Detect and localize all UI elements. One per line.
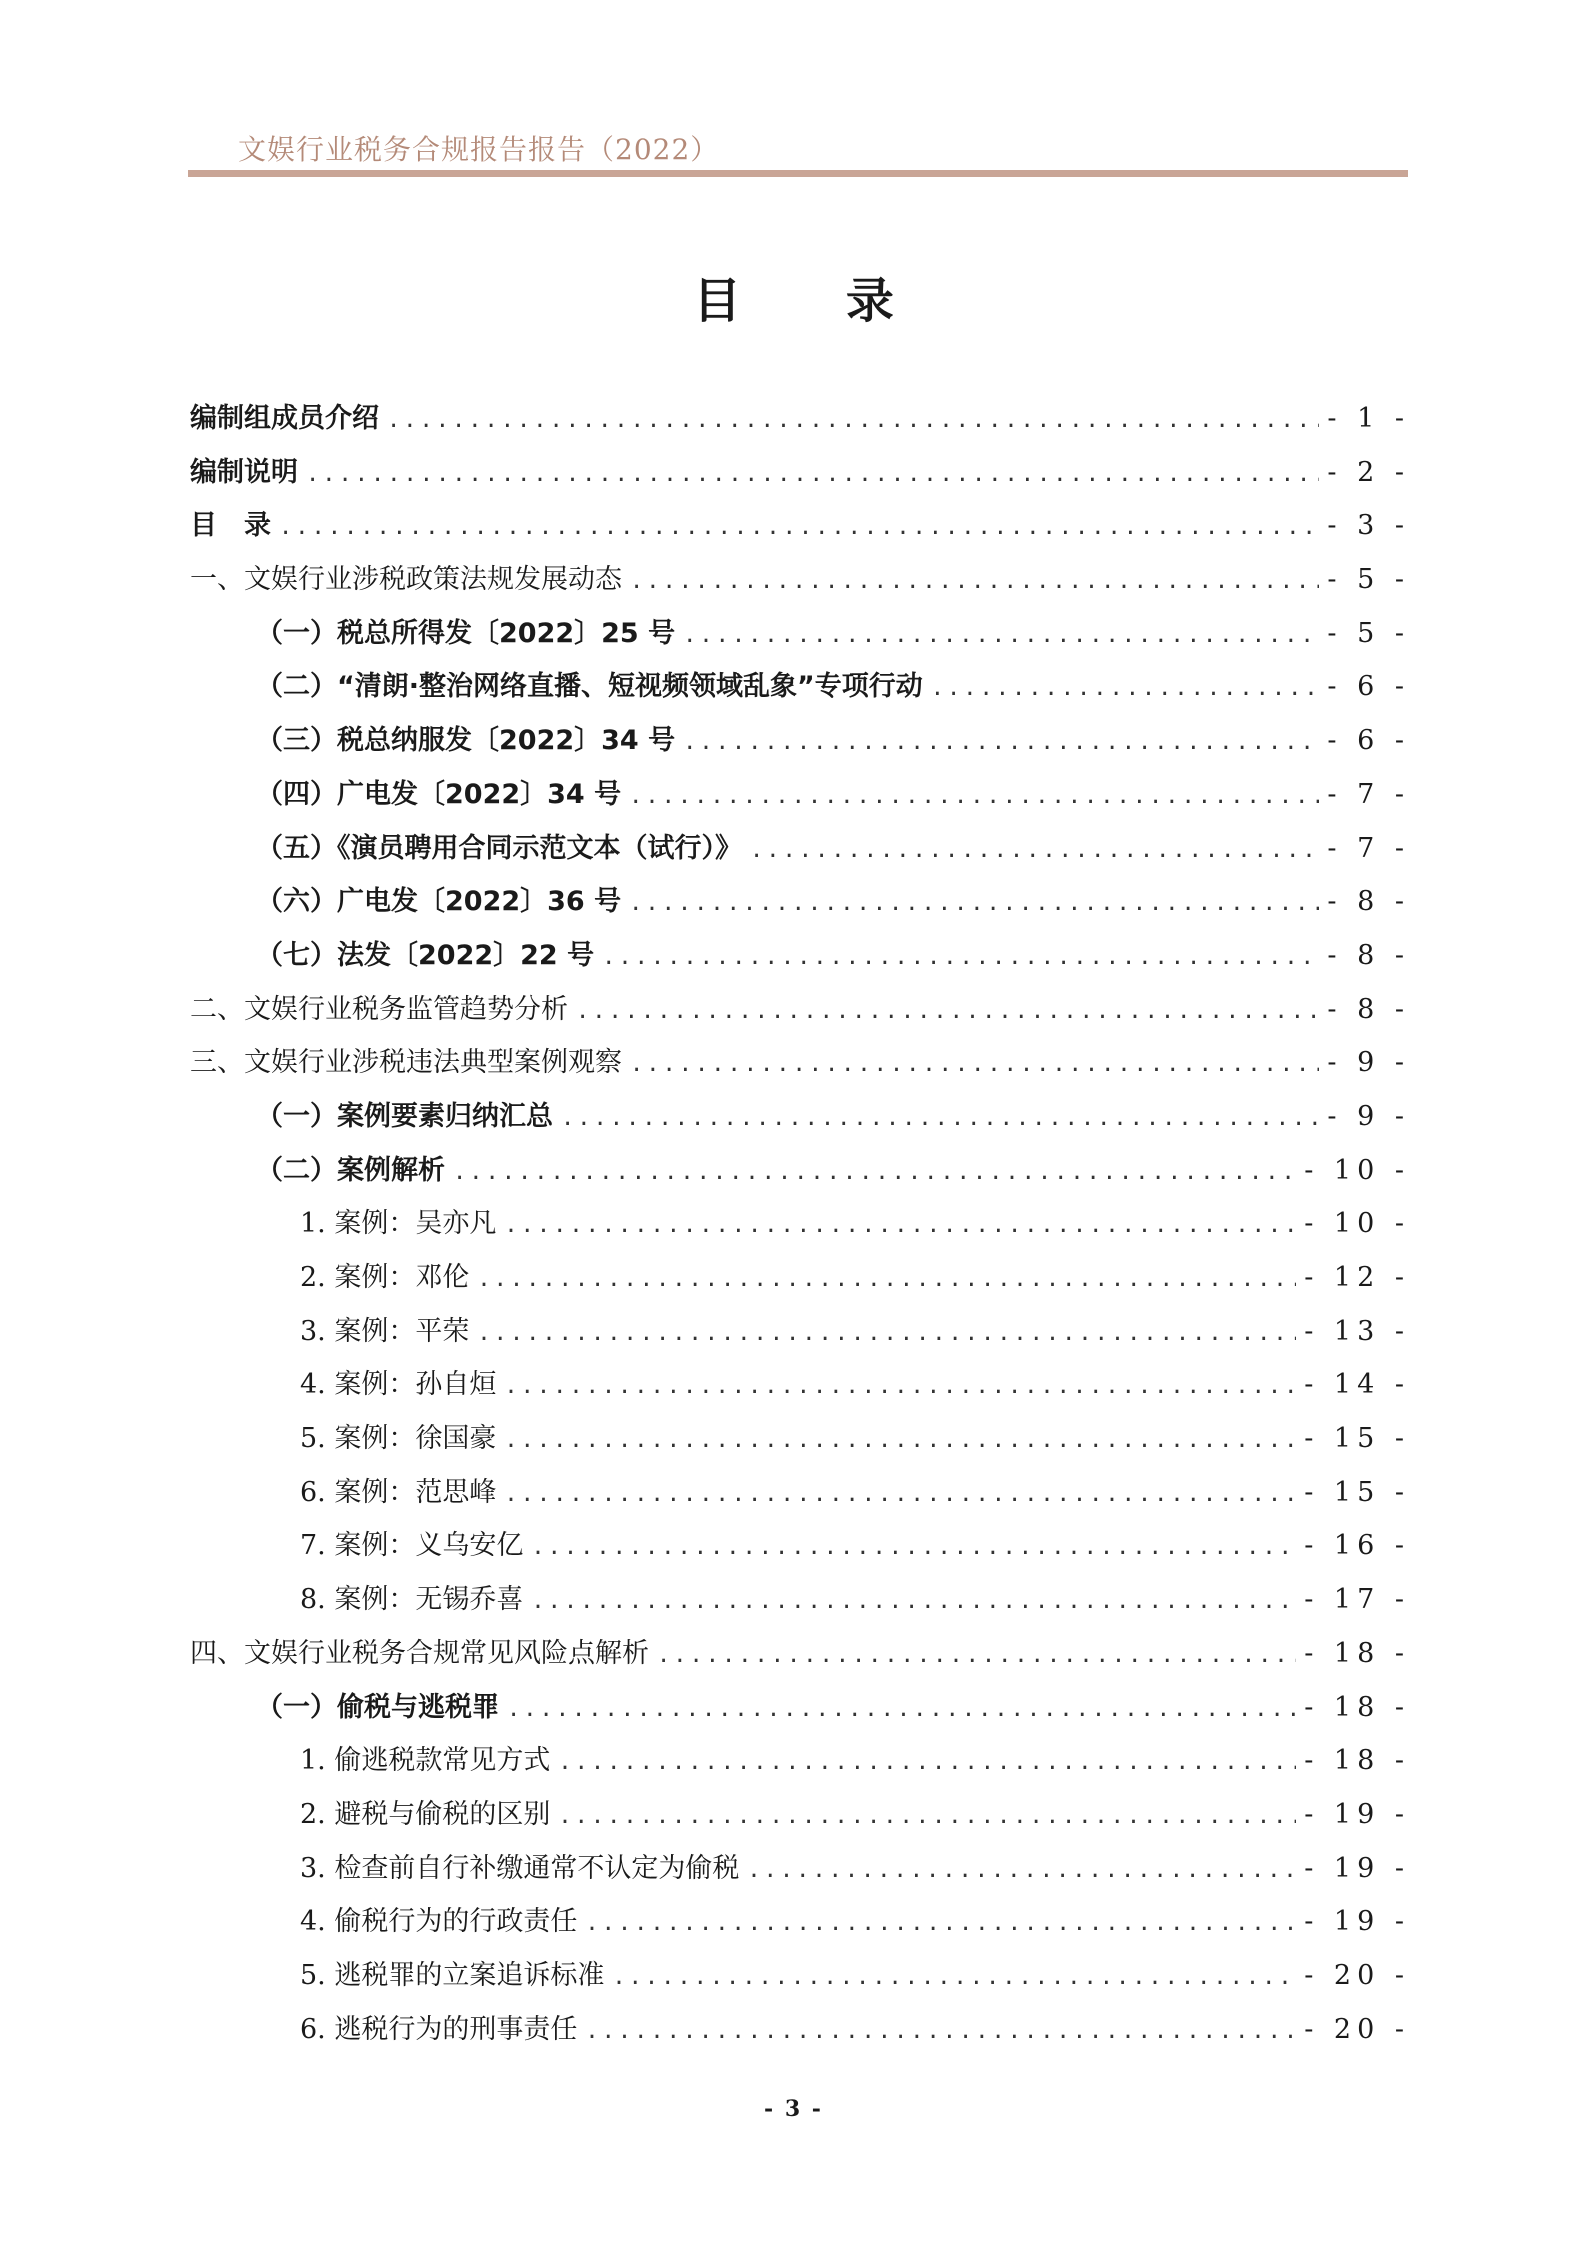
toc-entry-label: 1. 偷逃税款常见方式	[300, 1745, 551, 1777]
toc-dot-leader	[453, 1146, 1296, 1200]
toc-entry-page: - 9 -	[1327, 1047, 1410, 1079]
toc-dot-leader	[585, 1897, 1296, 1951]
toc-entry[interactable]	[190, 1734, 1410, 1788]
toc-entry-label: （四）广电发〔2022〕34 号	[256, 778, 622, 810]
toc-entry-page: - 8 -	[1327, 886, 1410, 918]
toc-entry-page: - 14 -	[1304, 1369, 1410, 1401]
toc-dot-leader	[629, 770, 1319, 824]
toc-entry-label: 5. 案例：徐国豪	[300, 1423, 497, 1455]
toc-entry-label: 二、文娱行业税务监管趋势分析	[190, 993, 568, 1025]
toc-entry-label: （二）“清朗·整治网络直播、短视频领域乱象”专项行动	[256, 671, 923, 703]
toc-dot-leader	[279, 501, 1319, 555]
toc-dot-leader	[558, 1736, 1296, 1790]
toc-entry-page: - 17 -	[1304, 1584, 1410, 1616]
toc-entry-page: - 7 -	[1327, 832, 1410, 864]
toc-entry-label: （三）税总纳服发〔2022〕34 号	[256, 725, 676, 757]
toc-dot-leader	[585, 2005, 1296, 2059]
toc-entry-label: （六）广电发〔2022〕36 号	[256, 886, 622, 918]
toc-entry-label: 三、文娱行业涉税违法典型案例观察	[190, 1047, 622, 1079]
toc-entry[interactable]	[190, 1036, 1410, 1090]
toc-entry-page: - 19 -	[1304, 1798, 1410, 1830]
toc-entry-page: - 20 -	[1304, 2013, 1410, 2045]
toc-entry-label: 目 录	[190, 510, 271, 542]
header-rule	[188, 170, 1408, 177]
running-header: 文娱行业税务合规报告报告（2022）	[238, 133, 720, 166]
toc-dot-leader	[630, 1038, 1319, 1092]
toc-entry-page: - 1 -	[1327, 403, 1410, 434]
toc-entry[interactable]	[190, 660, 1410, 714]
toc-entry-label: 编制说明	[190, 456, 298, 488]
toc-entry-label: 7. 案例：义乌安亿	[300, 1530, 524, 1562]
toc-dot-leader	[306, 448, 1319, 502]
toc-entry[interactable]	[190, 1681, 1410, 1735]
toc-entry-label: 编制组成员介绍	[190, 403, 379, 434]
toc-entry[interactable]	[190, 1573, 1410, 1627]
toc-entry[interactable]	[190, 822, 1410, 876]
page-number: - 3 -	[764, 2096, 823, 2122]
toc-entry-page: - 6 -	[1327, 671, 1410, 703]
toc-dot-leader	[747, 1844, 1296, 1898]
toc-entry[interactable]	[190, 768, 1410, 822]
toc-entry-page: - 18 -	[1304, 1745, 1410, 1777]
page-heading: 目 录	[693, 273, 938, 329]
toc-dot-leader	[531, 1521, 1296, 1575]
toc-entry-page: - 10 -	[1304, 1154, 1410, 1186]
toc-dot-leader	[504, 1199, 1296, 1253]
toc-entry[interactable]	[190, 1412, 1410, 1466]
toc-entry[interactable]	[190, 446, 1410, 500]
toc-entry-page: - 8 -	[1327, 993, 1410, 1025]
toc-entry-label: 1. 案例：吴亦凡	[300, 1208, 497, 1240]
toc-entry[interactable]	[190, 1627, 1410, 1681]
toc-entry-label: 2. 案例：邓伦	[300, 1262, 470, 1293]
toc-dot-leader	[561, 1092, 1319, 1146]
toc-entry-page: - 15 -	[1304, 1423, 1410, 1455]
toc-entry-page: - 18 -	[1304, 1691, 1410, 1723]
toc-entry-page: - 7 -	[1327, 778, 1410, 810]
toc-entry[interactable]	[190, 875, 1410, 929]
toc-entry-page: - 6 -	[1327, 725, 1410, 757]
toc-entry-label: 5. 逃税罪的立案追诉标准	[300, 1959, 605, 1991]
toc-entry[interactable]	[190, 1895, 1410, 1949]
toc-entry[interactable]	[190, 1144, 1410, 1198]
toc-entry-label: 6. 逃税行为的刑事责任	[300, 2013, 578, 2045]
toc-entry[interactable]	[190, 1305, 1410, 1359]
toc-dot-leader	[683, 609, 1319, 663]
toc-entry-label: 4. 偷税行为的行政责任	[300, 1906, 578, 1938]
toc-entry[interactable]	[190, 983, 1410, 1037]
toc-entry-page: - 9 -	[1327, 1100, 1410, 1132]
toc-entry-label: 8. 案例：无锡乔喜	[300, 1584, 524, 1616]
toc-entry[interactable]	[190, 1358, 1410, 1412]
toc-entry[interactable]	[190, 392, 1410, 446]
toc-dot-leader	[477, 1253, 1296, 1307]
toc-entry-label: （一）案例要素归纳汇总	[256, 1100, 553, 1132]
toc-entry-label: 6. 案例：范思峰	[300, 1476, 497, 1508]
toc-entry[interactable]	[190, 2003, 1410, 2057]
toc-entry-page: - 2 -	[1327, 456, 1410, 488]
toc-entry[interactable]	[190, 1090, 1410, 1144]
toc-dot-leader	[507, 1683, 1296, 1737]
table-of-contents	[190, 392, 1410, 2056]
toc-entry[interactable]	[190, 1788, 1410, 1842]
toc-entry-page: - 3 -	[1327, 510, 1410, 542]
toc-entry[interactable]	[190, 929, 1410, 983]
toc-entry[interactable]	[190, 1842, 1410, 1896]
toc-dot-leader	[504, 1360, 1296, 1414]
toc-entry-label: （一）偷税与逃税罪	[256, 1691, 499, 1723]
toc-dot-leader	[558, 1790, 1296, 1844]
toc-entry-label: 四、文娱行业税务合规常见风险点解析	[190, 1637, 649, 1669]
toc-entry[interactable]	[190, 1949, 1410, 2003]
toc-entry-page: - 10 -	[1304, 1208, 1410, 1240]
toc-dot-leader	[750, 824, 1319, 878]
toc-entry-label: 4. 案例：孙自烜	[300, 1369, 497, 1401]
toc-dot-leader	[657, 1629, 1296, 1683]
toc-dot-leader	[387, 394, 1319, 448]
toc-entry-page: - 8 -	[1327, 939, 1410, 971]
toc-entry-page: - 13 -	[1304, 1315, 1410, 1347]
toc-entry-label: 2. 避税与偷税的区别	[300, 1798, 551, 1830]
toc-entry[interactable]	[190, 1466, 1410, 1520]
toc-entry-page: - 18 -	[1304, 1637, 1410, 1669]
toc-dot-leader	[602, 931, 1319, 985]
toc-entry[interactable]	[190, 607, 1410, 661]
toc-entry[interactable]	[190, 714, 1410, 768]
toc-dot-leader	[576, 985, 1319, 1039]
toc-entry-label: 3. 检查前自行补缴通常不认定为偷税	[300, 1852, 740, 1884]
toc-dot-leader	[630, 555, 1319, 609]
toc-dot-leader	[612, 1951, 1296, 2005]
toc-entry[interactable]	[190, 1197, 1410, 1251]
toc-entry[interactable]	[190, 553, 1410, 607]
toc-entry[interactable]	[190, 1519, 1410, 1573]
toc-entry-label: （二）案例解析	[256, 1154, 445, 1186]
toc-entry-label: （七）法发〔2022〕22 号	[256, 939, 595, 971]
toc-entry-label: （五）《演员聘用合同示范文本（试行）》	[256, 832, 742, 864]
toc-entry[interactable]	[190, 1251, 1410, 1305]
toc-entry-page: - 20 -	[1304, 1959, 1410, 1991]
toc-entry-page: - 16 -	[1304, 1530, 1410, 1562]
toc-entry-page: - 19 -	[1304, 1906, 1410, 1938]
toc-dot-leader	[504, 1468, 1296, 1522]
toc-dot-leader	[504, 1414, 1296, 1468]
toc-entry-label: 3. 案例：平荣	[300, 1315, 470, 1347]
toc-entry-label: （一）税总所得发〔2022〕25 号	[256, 617, 676, 649]
toc-dot-leader	[683, 716, 1319, 770]
toc-entry-page: - 5 -	[1327, 617, 1410, 649]
toc-entry[interactable]	[190, 499, 1410, 553]
toc-dot-leader	[629, 877, 1319, 931]
toc-dot-leader	[531, 1575, 1296, 1629]
toc-entry-page: - 19 -	[1304, 1852, 1410, 1884]
toc-dot-leader	[477, 1307, 1296, 1361]
toc-dot-leader	[931, 662, 1320, 716]
toc-entry-page: - 5 -	[1327, 564, 1410, 596]
toc-entry-page: - 12 -	[1304, 1262, 1410, 1293]
toc-entry-page: - 15 -	[1304, 1476, 1410, 1508]
toc-entry-label: 一、文娱行业涉税政策法规发展动态	[190, 564, 622, 596]
